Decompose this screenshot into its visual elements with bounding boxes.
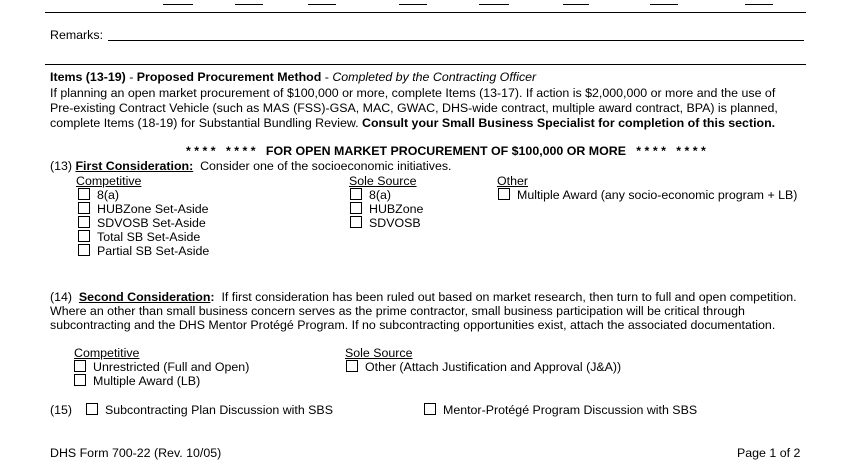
item13-heading <box>50 159 451 173</box>
checkbox-icon[interactable] <box>78 244 90 256</box>
item14-competitive-multiple-award[interactable] <box>74 374 200 388</box>
items-title-sep: - <box>125 70 137 84</box>
option-label: HUBZone Set-Aside <box>97 202 209 216</box>
page-number: Page 1 of 2 <box>737 446 801 460</box>
option-label: Subcontracting Plan Discussion with SBS <box>105 403 333 417</box>
item14-colon: : <box>210 290 215 304</box>
item13-sole-source-8a[interactable] <box>350 188 391 202</box>
item13-sole-source-header: Sole Source <box>349 174 417 188</box>
items-title-method: Proposed Procurement Method <box>136 70 322 84</box>
items-instructions-line2: Pre-existing Contract Vehicle (such as MAS (FSS)-GSA, MAC, GWAC, DHS-wide contract, multiple award contract, BPA) is planned, <box>50 101 778 115</box>
item15-subcontracting-plan[interactable] <box>86 403 333 417</box>
item14-number: (14) <box>50 290 79 304</box>
checkbox-icon[interactable] <box>74 360 86 372</box>
items-instructions-line3-text: complete Items (18-19) for Substantial Bundling Review. <box>50 116 362 130</box>
item13-number: (13) <box>50 159 76 173</box>
checkbox-icon[interactable] <box>78 230 90 242</box>
form-id: DHS Form 700-22 (Rev. 10/05) <box>50 446 222 460</box>
top-blank-7[interactable] <box>650 4 678 5</box>
top-blank-6[interactable] <box>563 4 589 5</box>
item13-competitive-partial-sb[interactable] <box>78 244 209 258</box>
item13-competitive-8a[interactable] <box>78 188 119 202</box>
item14-sole-source-header: Sole Source <box>345 346 413 360</box>
item14-competitive-header: Competitive <box>74 346 140 360</box>
option-label: Multiple Award (LB) <box>93 374 201 388</box>
checkbox-icon[interactable] <box>350 202 362 214</box>
item14-title: Second Consideration <box>78 290 211 304</box>
checkbox-icon[interactable] <box>74 374 86 386</box>
checkbox-icon[interactable] <box>78 216 90 228</box>
banner-stars-left: * * * * * * * * <box>186 144 256 158</box>
item14-line2: Where an other than small business concern serves as the prime contractor, small business participation will be critical through <box>50 304 745 318</box>
item14-text: If first consideration has been ruled out based on market research, then turn to full and open competition. <box>214 290 797 304</box>
top-blank-5[interactable] <box>479 4 509 5</box>
banner-text: FOR OPEN MARKET PROCUREMENT OF $100,000 OR MORE <box>265 144 626 158</box>
items-title-note: Completed by the Contracting Officer <box>332 70 537 84</box>
item13-sole-source-hubzone[interactable] <box>350 202 423 216</box>
checkbox-icon[interactable] <box>346 360 358 372</box>
banner-stars-right: * * * * * * * * <box>636 144 706 158</box>
item13-title: First Consideration: <box>75 159 194 173</box>
item14-line1 <box>50 290 797 304</box>
top-blank-8[interactable] <box>745 4 773 5</box>
top-rule <box>45 12 806 13</box>
checkbox-icon[interactable] <box>498 188 510 200</box>
option-label: Total SB Set-Aside <box>97 230 201 244</box>
section-rule <box>45 64 806 65</box>
item14-competitive-unrestricted[interactable] <box>74 360 249 374</box>
top-blank-1[interactable] <box>163 4 193 5</box>
option-label: SDVOSB <box>369 216 421 230</box>
option-label: 8(a) <box>97 188 120 202</box>
option-label: HUBZone <box>369 202 424 216</box>
item13-other-multiple-award[interactable] <box>498 188 797 202</box>
item13-sole-source-sdvosb[interactable] <box>350 216 421 230</box>
option-label: 8(a) <box>369 188 392 202</box>
top-blank-2[interactable] <box>235 4 263 5</box>
item13-competitive-sdvosb[interactable] <box>78 216 206 230</box>
option-label: SDVOSB Set-Aside <box>97 216 206 230</box>
item13-desc: Consider one of the socioeconomic initiatives. <box>193 159 452 173</box>
item15-number: (15) <box>50 403 73 417</box>
item13-competitive-hubzone[interactable] <box>78 202 209 216</box>
item13-competitive-header: Competitive <box>76 174 142 188</box>
item15-mentor-protege[interactable] <box>424 403 697 417</box>
checkbox-icon[interactable] <box>350 216 362 228</box>
option-label: Partial SB Set-Aside <box>97 244 210 258</box>
items-instructions-consult: Consult your Small Business Specialist for completion of this section. <box>362 116 776 130</box>
remarks-field[interactable] <box>108 40 804 41</box>
option-label: Other (Attach Justification and Approval (J&A)) <box>365 360 622 374</box>
items-instructions-line3 <box>50 116 775 130</box>
item13-other-header: Other <box>497 174 528 188</box>
remarks-label: Remarks: <box>50 28 104 42</box>
item14-sole-source-other[interactable] <box>346 360 621 374</box>
open-market-banner <box>186 144 706 158</box>
checkbox-icon[interactable] <box>350 188 362 200</box>
checkbox-icon[interactable] <box>86 403 98 415</box>
checkbox-icon[interactable] <box>424 403 436 415</box>
option-label: Unrestricted (Full and Open) <box>93 360 250 374</box>
items-13-19-title <box>50 70 536 84</box>
option-label: Multiple Award (any socio-economic program + LB) <box>517 188 798 202</box>
option-label: Mentor-Protégé Program Discussion with SBS <box>443 403 698 417</box>
items-instructions-line1: If planning an open market procurement of $100,000 or more, complete Items (13-17). If action is $2,000,000 or more and the use of <box>50 86 776 100</box>
item13-competitive-total-sb[interactable] <box>78 230 200 244</box>
items-title-dash: - <box>321 70 333 84</box>
checkbox-icon[interactable] <box>78 188 90 200</box>
item14-line3: subcontracting and the DHS Mentor Protégé Program. If no subcontracting opportunities exist, attach the associated documentation. <box>50 318 776 332</box>
items-title-number: Items (13-19) <box>50 70 126 84</box>
top-blank-3[interactable] <box>308 4 336 5</box>
top-blank-4[interactable] <box>399 4 427 5</box>
checkbox-icon[interactable] <box>78 202 90 214</box>
